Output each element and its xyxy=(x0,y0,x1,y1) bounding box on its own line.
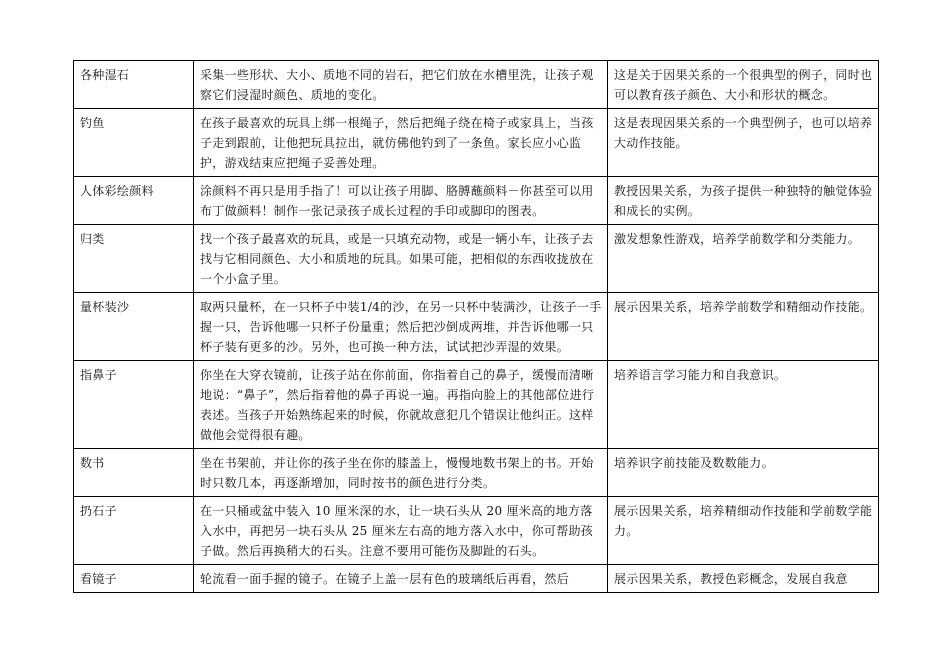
activity-purpose-cell: 培养识字前技能及数数能力。 xyxy=(608,449,879,497)
activity-purpose-cell: 这是表现因果关系的一个典型例子，也可以培养大动作技能。 xyxy=(608,109,879,177)
activity-purpose-cell: 展示因果关系，培养精细动作技能和学前数学能力。 xyxy=(608,497,879,565)
activity-method-cell: 坐在书架前，并让你的孩子坐在你的膝盖上，慢慢地数书架上的书。开始时只数几本，再逐渐增加，同时按书的颜色进行分类。 xyxy=(194,449,608,497)
table-row xyxy=(74,449,879,497)
table-row xyxy=(74,497,879,565)
activity-purpose-cell: 展示因果关系，教授色彩概念，发展自我意 xyxy=(608,565,879,593)
activity-method-cell: 涂颜料不再只是用手指了！可以让孩子用脚、胳膊蘸颜料－你甚至可以用布丁做颜料！制作一张记录孩子成长过程的手印或脚印的图表。 xyxy=(194,177,608,225)
activity-method-cell: 你坐在大穿衣镜前，让孩子站在你前面，你指着自己的鼻子，缓慢而清晰地说：“鼻子”，然后指着他的鼻子再说一遍。再指向脸上的其他部位进行表述。当孩子开始熟练起来的时候，你就故意犯几个错误让他纠正。这样做他会觉得很有趣。 xyxy=(194,361,608,449)
activity-purpose-cell: 培养语言学习能力和自我意识。 xyxy=(608,361,879,449)
table-row xyxy=(74,361,879,449)
activity-name-cell: 归类 xyxy=(74,225,194,293)
activity-purpose-cell: 教授因果关系，为孩子提供一种独特的触觉体验和成长的实例。 xyxy=(608,177,879,225)
activity-method-cell: 取两只量杯，在一只杯子中装1/4的沙，在另一只杯中装满沙，让孩子一手握一只，告诉他哪一只杯子份量重；然后把沙倒成两堆，并告诉他哪一只杯子装有更多的沙。另外，也可换一种方法，试试把沙弄湿的效果。 xyxy=(194,293,608,361)
table-row xyxy=(74,61,879,109)
activity-purpose-cell: 激发想象性游戏，培养学前数学和分类能力。 xyxy=(608,225,879,293)
activity-method-cell: 轮流看一面手握的镜子。在镜子上盖一层有色的玻璃纸后再看，然后 xyxy=(194,565,608,593)
table-row xyxy=(74,177,879,225)
table-row xyxy=(74,109,879,177)
activity-name-cell: 钓鱼 xyxy=(74,109,194,177)
table-row xyxy=(74,565,879,593)
activity-method-cell: 采集一些形状、大小、质地不同的岩石，把它们放在水槽里洗，让孩子观察它们浸湿时颜色、质地的变化。 xyxy=(194,61,608,109)
activity-name-cell: 量杯装沙 xyxy=(74,293,194,361)
activity-method-cell: 找一个孩子最喜欢的玩具，或是一只填充动物，或是一辆小车，让孩子去找与它相同颜色、大小和质地的玩具。如果可能，把相似的东西收拢放在一个小盒子里。 xyxy=(194,225,608,293)
activity-purpose-cell: 这是关于因果关系的一个很典型的例子，同时也可以教育孩子颜色、大小和形状的概念。 xyxy=(608,61,879,109)
activity-purpose-cell: 展示因果关系，培养学前数学和精细动作技能。 xyxy=(608,293,879,361)
activity-name-cell: 数书 xyxy=(74,449,194,497)
table-row xyxy=(74,225,879,293)
activity-name-cell: 人体彩绘颜料 xyxy=(74,177,194,225)
table-row xyxy=(74,293,879,361)
activity-method-cell: 在孩子最喜欢的玩具上绑一根绳子，然后把绳子绕在椅子或家具上，当孩子走到跟前，让他把玩具拉出，就仿佛他钓到了一条鱼。家长应小心监护，游戏结束应把绳子妥善处理。 xyxy=(194,109,608,177)
activity-name-cell: 扔石子 xyxy=(74,497,194,565)
activity-table xyxy=(73,60,879,593)
activity-method-cell: 在一只桶或盆中装入 10 厘米深的水，让一块石头从 20 厘米高的地方落入水中，再把另一块石头从 25 厘米左右高的地方落入水中，你可帮助孩子做。然后再换稍大的石头。注意不要用可能伤及脚趾的石头。 xyxy=(194,497,608,565)
activity-name-cell: 看镜子 xyxy=(74,565,194,593)
activity-name-cell: 各种湿石 xyxy=(74,61,194,109)
activity-name-cell: 指鼻子 xyxy=(74,361,194,449)
